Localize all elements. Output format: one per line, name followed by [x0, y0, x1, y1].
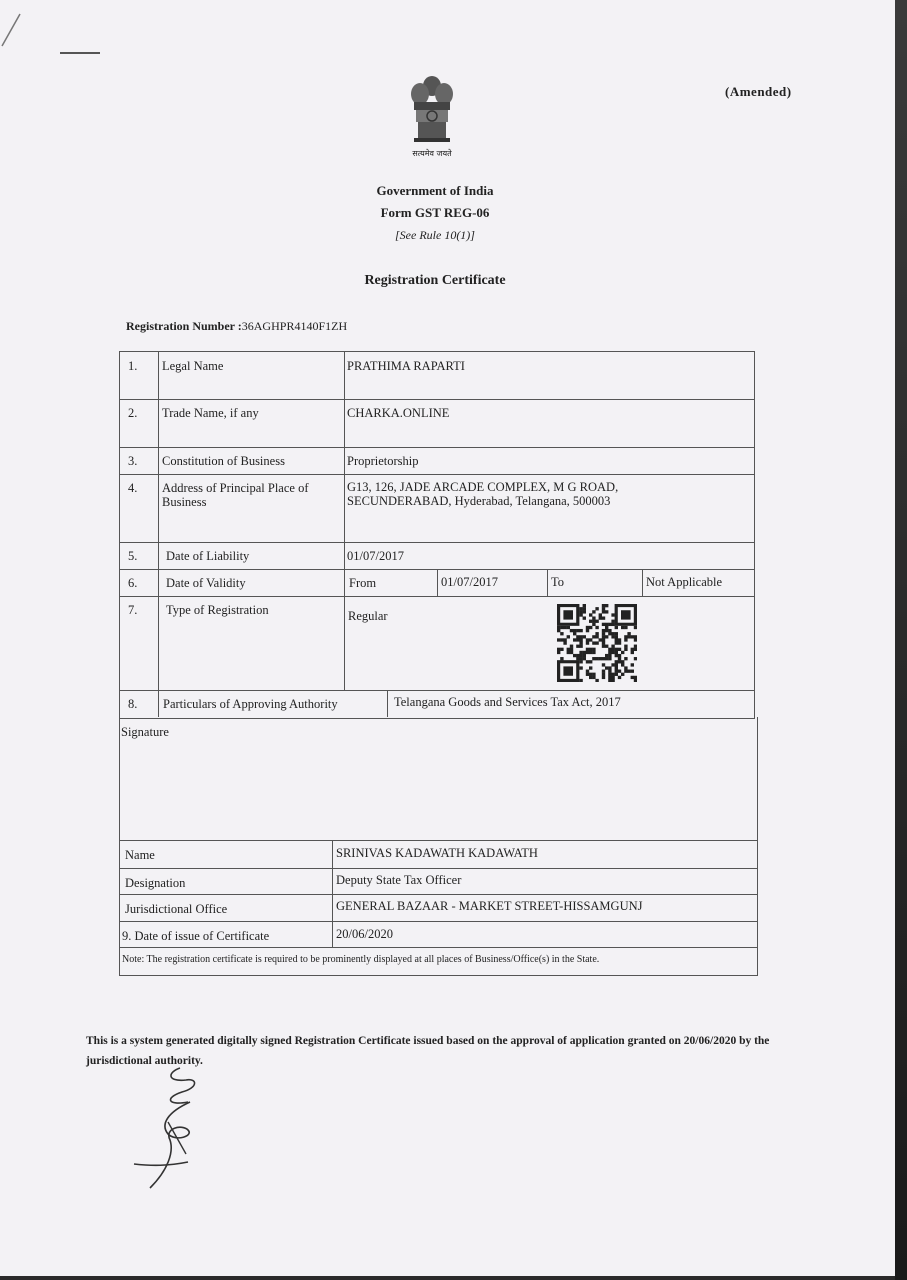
officer-name-value: SRINIVAS KADAWATH KADAWATH: [336, 846, 538, 860]
row-6-number: 6.: [128, 576, 138, 590]
validity-label: Date of Validity: [166, 576, 246, 590]
issue-date-label: 9. Date of issue of Certificate: [122, 929, 270, 943]
approving-authority-value: Telangana Goods and Services Tax Act, 2017: [394, 695, 621, 709]
jurisdictional-office-value: GENERAL BAZAAR - MARKET STREET-HISSAMGUNJ: [336, 899, 643, 913]
handwritten-signature: [128, 1062, 228, 1192]
trade-name-label: Trade Name, if any: [162, 406, 259, 420]
address-value-line1: G13, 126, JADE ARCADE COMPLEX, M G ROAD,: [347, 480, 619, 494]
liability-date-label: Date of Liability: [166, 549, 250, 563]
background-edge: [895, 0, 907, 1280]
row-3-number: 3.: [128, 454, 138, 468]
row-2-number: 2.: [128, 406, 138, 420]
row-5-number: 5.: [128, 549, 138, 563]
designation-label: Designation: [125, 876, 186, 890]
constitution-value: Proprietorship: [347, 454, 419, 468]
validity-to-value: Not Applicable: [646, 575, 723, 589]
address-value-line2: SECUNDERABAD, Hyderabad, Telangana, 500003: [347, 494, 611, 508]
form-heading: Form GST REG-06: [380, 205, 490, 220]
row-4-number: 4.: [128, 481, 138, 495]
validity-from-value: 01/07/2017: [441, 575, 498, 589]
row-7-number: 7.: [128, 603, 138, 617]
registration-number: 36AGHPR4140F1ZH: [241, 319, 348, 333]
certificate-title: Registration Certificate: [364, 273, 506, 288]
row-8-number: 8.: [128, 697, 138, 711]
issue-date-value: 20/06/2020: [336, 927, 393, 941]
legal-name-label: Legal Name: [162, 359, 224, 373]
legal-name-value: PRATHIMA RAPARTI: [347, 359, 465, 373]
validity-to-label: To: [551, 575, 565, 589]
registration-type-value: Regular: [348, 609, 388, 623]
registration-number-line: [126, 319, 347, 334]
qr-code-icon: [557, 604, 637, 682]
row-1-number: 1.: [128, 359, 138, 373]
address-label: Address of Principal Place of Business: [162, 481, 309, 509]
registration-type-label: Type of Registration: [166, 603, 269, 617]
emblem-motto: सत्यमेव जयते: [412, 149, 452, 158]
pen-mark: [60, 52, 100, 54]
approving-authority-label: Particulars of Approving Authority: [163, 697, 338, 711]
system-generated-statement: This is a system generated digitally signed Registration Certificate issued based on the approval of application granted on 20/06/2020 by the jurisdictional authority.: [86, 1035, 770, 1067]
registration-number-label: Registration Number :: [126, 319, 242, 333]
rule-reference: [See Rule 10(1)]: [395, 228, 475, 242]
page-corner-mark: [0, 10, 22, 50]
jurisdictional-office-label: Jurisdictional Office: [125, 902, 228, 916]
signature-label: Signature: [121, 725, 169, 739]
trade-name-value: CHARKA.ONLINE: [347, 406, 450, 420]
national-emblem-icon: [404, 72, 460, 164]
validity-from-label: From: [349, 576, 377, 590]
designation-value: Deputy State Tax Officer: [336, 873, 462, 887]
constitution-label: Constitution of Business: [162, 454, 285, 468]
liability-date-value: 01/07/2017: [347, 549, 404, 563]
government-heading: Government of India: [376, 183, 494, 198]
display-note: Note: The registration certificate is required to be prominently displayed at all places of Business/Office(s) in the State.: [122, 954, 600, 965]
officer-name-label: Name: [125, 848, 155, 862]
amended-label: (Amended): [725, 84, 792, 99]
